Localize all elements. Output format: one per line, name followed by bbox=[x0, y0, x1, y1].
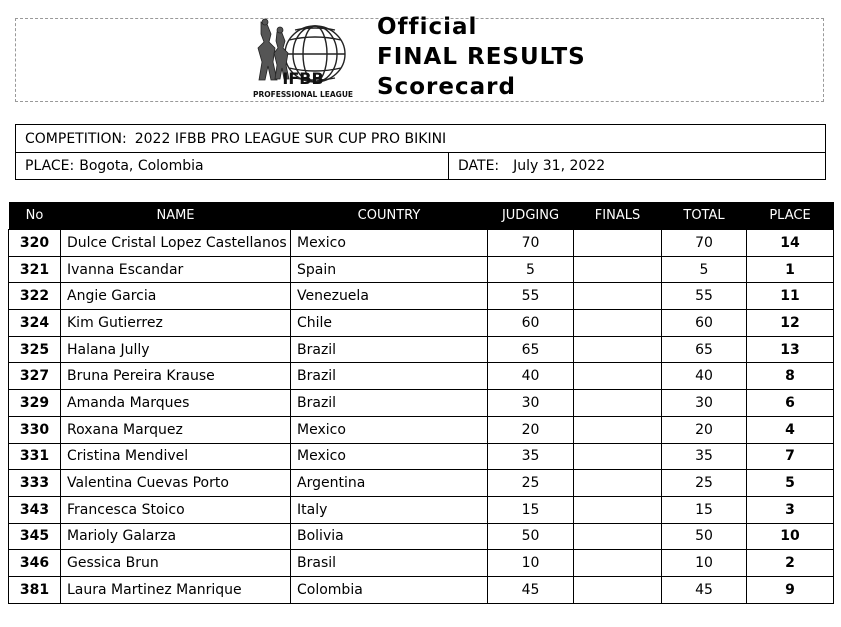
cell-country: Mexico bbox=[291, 443, 488, 470]
cell-place: 10 bbox=[747, 523, 834, 550]
cell-country: Mexico bbox=[291, 416, 488, 443]
table-row bbox=[9, 550, 834, 577]
cell-total: 60 bbox=[662, 310, 747, 337]
cell-name: Francesca Stoico bbox=[61, 496, 291, 523]
cell-total: 5 bbox=[662, 256, 747, 283]
cell-country: Bolivia bbox=[291, 523, 488, 550]
cell-name: Ivanna Escandar bbox=[61, 256, 291, 283]
title-line-scorecard: Scorecard bbox=[377, 74, 516, 100]
cell-no: 381 bbox=[9, 576, 61, 603]
place-cell bbox=[16, 152, 448, 180]
cell-judging: 25 bbox=[488, 470, 574, 497]
cell-total: 25 bbox=[662, 470, 747, 497]
cell-judging: 20 bbox=[488, 416, 574, 443]
table-row bbox=[9, 470, 834, 497]
cell-place: 5 bbox=[747, 470, 834, 497]
cell-no: 345 bbox=[9, 523, 61, 550]
competition-label: COMPETITION: bbox=[25, 130, 127, 147]
cell-total: 55 bbox=[662, 283, 747, 310]
ifbb-logo bbox=[243, 18, 363, 100]
cell-finals bbox=[574, 496, 662, 523]
cell-name: Bruna Pereira Krause bbox=[61, 363, 291, 390]
cell-name: Amanda Marques bbox=[61, 390, 291, 417]
cell-no: 343 bbox=[9, 496, 61, 523]
cell-total: 10 bbox=[662, 550, 747, 577]
cell-total: 70 bbox=[662, 230, 747, 257]
cell-total: 50 bbox=[662, 523, 747, 550]
cell-judging: 35 bbox=[488, 443, 574, 470]
cell-judging: 15 bbox=[488, 496, 574, 523]
cell-finals bbox=[574, 550, 662, 577]
table-row bbox=[9, 336, 834, 363]
cell-total: 15 bbox=[662, 496, 747, 523]
table-row bbox=[9, 310, 834, 337]
table-row bbox=[9, 256, 834, 283]
cell-name: Valentina Cuevas Porto bbox=[61, 470, 291, 497]
place-label: PLACE: bbox=[25, 158, 75, 174]
cell-finals bbox=[574, 443, 662, 470]
date-cell bbox=[448, 152, 825, 180]
table-row bbox=[9, 390, 834, 417]
cell-name: Roxana Marquez bbox=[61, 416, 291, 443]
table-row bbox=[9, 230, 834, 257]
scorecard-title bbox=[377, 12, 586, 102]
cell-no: 322 bbox=[9, 283, 61, 310]
table-row bbox=[9, 576, 834, 603]
cell-finals bbox=[574, 470, 662, 497]
cell-country: Spain bbox=[291, 256, 488, 283]
column-header-finals: FINALS bbox=[574, 202, 662, 230]
table-row bbox=[9, 496, 834, 523]
title-line-final-results: FINAL RESULTS bbox=[377, 44, 586, 70]
cell-finals bbox=[574, 576, 662, 603]
cell-name: Angie Garcia bbox=[61, 283, 291, 310]
table-row bbox=[9, 283, 834, 310]
column-header-no: No bbox=[9, 202, 61, 230]
cell-finals bbox=[574, 390, 662, 417]
date-label: DATE: bbox=[458, 158, 500, 174]
cell-place: 7 bbox=[747, 443, 834, 470]
cell-name: Halana Jully bbox=[61, 336, 291, 363]
cell-finals bbox=[574, 283, 662, 310]
cell-no: 320 bbox=[9, 230, 61, 257]
column-header-total: TOTAL bbox=[662, 202, 747, 230]
place-value: Bogota, Colombia bbox=[79, 158, 204, 174]
cell-place: 2 bbox=[747, 550, 834, 577]
cell-country: Brazil bbox=[291, 390, 488, 417]
cell-country: Chile bbox=[291, 310, 488, 337]
cell-judging: 40 bbox=[488, 363, 574, 390]
cell-total: 65 bbox=[662, 336, 747, 363]
cell-country: Brazil bbox=[291, 336, 488, 363]
cell-country: Venezuela bbox=[291, 283, 488, 310]
cell-name: Gessica Brun bbox=[61, 550, 291, 577]
competition-cell bbox=[16, 125, 825, 152]
cell-place: 11 bbox=[747, 283, 834, 310]
cell-country: Brasil bbox=[291, 550, 488, 577]
cell-name: Kim Gutierrez bbox=[61, 310, 291, 337]
cell-name: Cristina Mendivel bbox=[61, 443, 291, 470]
cell-no: 327 bbox=[9, 363, 61, 390]
cell-finals bbox=[574, 256, 662, 283]
cell-finals bbox=[574, 523, 662, 550]
cell-total: 40 bbox=[662, 363, 747, 390]
cell-judging: 50 bbox=[488, 523, 574, 550]
results-body bbox=[9, 230, 834, 604]
cell-place: 12 bbox=[747, 310, 834, 337]
cell-judging: 10 bbox=[488, 550, 574, 577]
cell-judging: 5 bbox=[488, 256, 574, 283]
cell-finals bbox=[574, 310, 662, 337]
svg-text:PROFESSIONAL LEAGUE: PROFESSIONAL LEAGUE bbox=[252, 90, 354, 99]
cell-no: 324 bbox=[9, 310, 61, 337]
svg-text:IFBB: IFBB bbox=[282, 69, 324, 88]
cell-no: 331 bbox=[9, 443, 61, 470]
cell-no: 330 bbox=[9, 416, 61, 443]
results-table bbox=[8, 202, 834, 604]
cell-no: 346 bbox=[9, 550, 61, 577]
cell-total: 20 bbox=[662, 416, 747, 443]
cell-finals bbox=[574, 230, 662, 257]
cell-no: 329 bbox=[9, 390, 61, 417]
cell-country: Mexico bbox=[291, 230, 488, 257]
cell-country: Argentina bbox=[291, 470, 488, 497]
cell-total: 30 bbox=[662, 390, 747, 417]
cell-place: 3 bbox=[747, 496, 834, 523]
cell-finals bbox=[574, 336, 662, 363]
table-row bbox=[9, 523, 834, 550]
column-header-judging: JUDGING bbox=[488, 202, 574, 230]
competition-info-box bbox=[15, 124, 826, 180]
title-line-official: Official bbox=[377, 14, 478, 40]
cell-place: 6 bbox=[747, 390, 834, 417]
cell-place: 1 bbox=[747, 256, 834, 283]
cell-place: 4 bbox=[747, 416, 834, 443]
cell-no: 321 bbox=[9, 256, 61, 283]
cell-place: 9 bbox=[747, 576, 834, 603]
cell-finals bbox=[574, 416, 662, 443]
cell-judging: 70 bbox=[488, 230, 574, 257]
cell-country: Colombia bbox=[291, 576, 488, 603]
cell-place: 13 bbox=[747, 336, 834, 363]
column-header-name: NAME bbox=[61, 202, 291, 230]
cell-name: Dulce Cristal Lopez Castellanos bbox=[61, 230, 291, 257]
cell-no: 333 bbox=[9, 470, 61, 497]
cell-country: Brazil bbox=[291, 363, 488, 390]
table-row bbox=[9, 416, 834, 443]
cell-finals bbox=[574, 363, 662, 390]
table-row bbox=[9, 443, 834, 470]
table-header-row bbox=[9, 202, 834, 230]
column-header-place: PLACE bbox=[747, 202, 834, 230]
cell-total: 35 bbox=[662, 443, 747, 470]
cell-judging: 65 bbox=[488, 336, 574, 363]
cell-country: Italy bbox=[291, 496, 488, 523]
cell-place: 14 bbox=[747, 230, 834, 257]
cell-no: 325 bbox=[9, 336, 61, 363]
cell-name: Marioly Galarza bbox=[61, 523, 291, 550]
column-header-country: COUNTRY bbox=[291, 202, 488, 230]
cell-place: 8 bbox=[747, 363, 834, 390]
cell-judging: 55 bbox=[488, 283, 574, 310]
competition-value: 2022 IFBB PRO LEAGUE SUR CUP PRO BIKINI bbox=[134, 130, 447, 147]
date-value: July 31, 2022 bbox=[513, 158, 606, 174]
cell-judging: 45 bbox=[488, 576, 574, 603]
cell-judging: 30 bbox=[488, 390, 574, 417]
cell-name: Laura Martinez Manrique bbox=[61, 576, 291, 603]
place-date-row bbox=[16, 152, 825, 180]
table-row bbox=[9, 363, 834, 390]
cell-total: 45 bbox=[662, 576, 747, 603]
competition-row bbox=[16, 125, 825, 153]
cell-judging: 60 bbox=[488, 310, 574, 337]
